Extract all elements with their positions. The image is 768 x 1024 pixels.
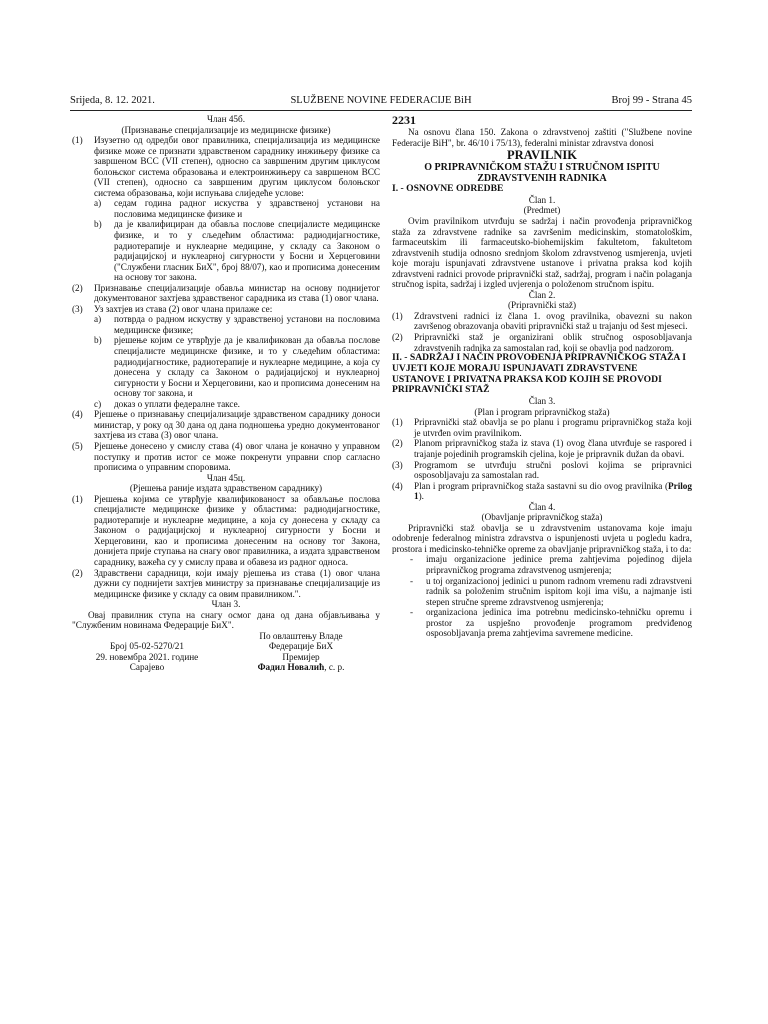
- signatory-name: Фадил Новалић: [257, 662, 325, 673]
- section-heading: II. - SADRŽAJ I NAČIN PROVOĐENJA PRIPRAVNIČKOG STAŽA I UVJETI KOJE MORAJU ISPUNJAVATI ZDRAVSTVENE USTANOVE I PRIVATNA PRAKSA KOD KOJIH SE PROVODI PRIPRAVNIČKI STAŽ: [392, 352, 686, 396]
- paragraph: [72, 494, 380, 568]
- sub-item-letter: a): [94, 314, 102, 325]
- paragraph-text: Здравствени сарадници, који имају рјешења из става (1) овог члана дужни су поднијети захтјев министру за признавање специјализације из медицинске физике у складу са овим правилником.".: [94, 567, 380, 599]
- paragraph-number: (2): [392, 332, 403, 342]
- signature-authority-line1: По овлаштењу Владе: [259, 630, 343, 641]
- dash-marker: -: [410, 554, 414, 565]
- dash-marker: -: [410, 575, 414, 586]
- paragraph-text: Признавање специјализације обавља министар на основу поднијетог документованог захтјева здравственог сарадника из става (1) овог члана.: [94, 282, 380, 304]
- article-2-subtitle: (Pripravnički staž): [507, 300, 577, 311]
- article-1-subtitle: (Predmet): [523, 205, 561, 216]
- paragraph-number: (1): [392, 417, 403, 428]
- dash-item-text: u toj organizacionoj jedinici u punom radnom vremenu radi zdravstveni radnik sa položenim stručnim ispitom koji ima višu, a najmanje isti stepen stručne spreme zdravstvenog usmjerenja;: [426, 575, 692, 607]
- dash-item: [392, 607, 692, 639]
- paragraph-text: Рјешења којима се утврђује квалификованост за обављање послова специјалисте медицинске физике у областима: радиодијагностике, радиотерапије и нуклеарне медицине, а која су донесена у складу са Законом о радијацијској и нуклеарној сигурности у Босни и Херцеговини, као и прописима донесеним на основу тог Закона, донијета прије ступања на снагу овог правилника, а издата здравственом сараднику, важећа су у смислу права и обавеза из радног односа.: [94, 493, 380, 567]
- paragraph: [72, 568, 380, 600]
- paragraph-text-part: Plan i program pripravničkog staža sastavni su dio ovog pravilnika (: [414, 480, 669, 491]
- sub-item: [72, 198, 380, 219]
- article-456-subtitle: (Признавање специјализације из медицинске физике): [121, 124, 331, 135]
- sub-item-text: потврда о радном искуству у здравственој установи на пословима медицинске физике;: [114, 314, 380, 335]
- article-4-title: Član 4.: [528, 501, 556, 512]
- paragraph-number: (2): [72, 282, 83, 293]
- paragraph-number: (3): [72, 303, 83, 314]
- article-3-title: Члан 3.: [211, 599, 241, 610]
- dash-item-text: imaju organizacione jedinice prema zahtjevima pojedinog dijela pripravničkog programa zdravstvenog usmjerenja;: [426, 554, 692, 576]
- decision-number: Број 05-02-5270/21: [110, 641, 184, 652]
- article-1-title: Član 1.: [528, 194, 556, 205]
- dash-item: [392, 554, 692, 575]
- header-publication: SLUŽBENE NOVINE FEDERACIJE BiH: [290, 95, 472, 106]
- paragraph-number: (3): [392, 459, 403, 470]
- paragraph-text: [414, 481, 692, 502]
- paragraph-text: Изузетно од одредби овог правилника, специјализација из медицинске физике може се признати здравственом сараднику инжињеру физике са завршеном ВСС (VII степен), односно са завршеним другим циклусом болоњског система образовања и електроинжињеру са завршеном ВСС (VII степен), односно са завршеним другим циклусом болоњског система образовања, који испуњава слиједеће услове:: [94, 135, 380, 198]
- signature-row: [72, 662, 380, 673]
- paragraph-text: Planom pripravničkog staža iz stava (1) ovog člana utvrđuje se raspored i trajanje pojedinih programskih cjelina, koje je pripravnik dužan da obavi.: [414, 438, 692, 460]
- sub-item: [72, 219, 380, 282]
- sub-item-text: рјешење којим се утврђује да је квалификован да обавља послове специјалисте медицинске физике, и то у сљедећим областима: радиодијагностике, радиотерапије и нуклеарне медицине, а која су донесена у складу са Законом о радијацијској и нуклеарној сигурности у Босни и Херцеговини, као и прописима донесеним на основу тог закона, и: [114, 335, 380, 399]
- rulebook-subtitle: O PRIPRAVNIČKOM STAŽU I STRUČNOM ISPITU ZDRAVSTVENIH RADNIKA: [424, 162, 660, 185]
- paragraph-number: (1): [72, 493, 83, 504]
- article-4-text: Pripravnički staž obavlja se u zdravstvenim ustanovama koje imaju odobrenje federalnog ministra zdravstva o ispunjenosti uvjeta u pogledu kadra, prostora i medicinsko-tehničke opreme za obavljanje pripravničkog staža, i to da:: [392, 522, 692, 554]
- sub-item-letter: b): [94, 219, 102, 230]
- article-456-title: Члан 45б.: [206, 114, 245, 124]
- intro-text: Na osnovu člana 150. Zakona o zdravstvenoj zaštiti ("Službene novine Federacije BiH", br. 46/10 i 75/13), federalni ministar zdravstva donosi: [392, 127, 692, 148]
- paragraph-number: (4): [392, 480, 403, 491]
- header-issue: Broj 99 - Strana 45: [611, 95, 692, 106]
- signature-authority-line2: Федерације БиХ: [268, 641, 334, 652]
- paragraph-text-part: ).: [418, 491, 424, 502]
- dash-item-text: organizaciona jedinica ima potrebnu medicinsko-tehničku opremu i prostor za uspješno provođenje programom predviđenog osposobljavanja prema zahtjevima savremene medicine.: [426, 607, 692, 639]
- document-number: 2231: [392, 113, 416, 127]
- signatory: [222, 662, 380, 673]
- sub-item-letter: a): [94, 198, 102, 209]
- page-header: [70, 94, 692, 108]
- signatory-role: Премијер: [282, 651, 320, 662]
- sub-item: [72, 335, 380, 398]
- paragraph-text: Уз захтјев из става (2) овог члана прилаже се:: [94, 303, 273, 314]
- paragraph-text: Zdravstveni radnici iz člana 1. ovog pravilnika, obavezni su nakon završenog obrazovanja obaviti pripravnički staž u trajanju od šest mjeseci.: [414, 310, 692, 332]
- paragraph: [392, 311, 692, 332]
- sub-item-letter: c): [94, 398, 102, 409]
- decision-place: Сарајево: [129, 662, 165, 673]
- article-3-text: Овај правилник ступа на снагу осмог дана од дана објављивања у "Службеним новинама Федерације БиХ".: [72, 609, 380, 631]
- paragraph-number: (2): [72, 567, 83, 578]
- paragraph: [392, 438, 692, 459]
- dash-marker: -: [410, 607, 414, 618]
- left-column: [72, 114, 380, 673]
- paragraph-text: Рјешење о признавању специјализације здравственом сараднику доноси министар, у року од 30 дана од дана подношења уредно документованог захтјева из става (3) овог члана.: [94, 409, 380, 441]
- paragraph: [72, 409, 380, 441]
- dash-item: [392, 576, 692, 608]
- signature-row: [72, 652, 380, 663]
- paragraph-number: (4): [72, 409, 83, 420]
- paragraph-number: (5): [72, 440, 83, 451]
- signature-row: [72, 631, 380, 642]
- sub-item-text: седам година радног искуства у здравственој установи на пословима медицинске физике и: [114, 198, 380, 219]
- article-3-title: Član 3.: [528, 396, 556, 407]
- article-45c-subtitle: (Рјешења раније издата здравственом сараднику): [129, 483, 323, 494]
- sub-item-text: доказ о уплати федералне таксе.: [114, 398, 240, 409]
- paragraph: [392, 481, 692, 502]
- article-45c-title: Члан 45ц.: [206, 472, 246, 483]
- decision-date: 29. новембра 2021. године: [95, 651, 199, 662]
- paragraph: [72, 441, 380, 473]
- header-date: Srijeda, 8. 12. 2021.: [70, 95, 155, 106]
- paragraph-text: Programom se utvrđuju stručni poslovi kojima se pripravnici osposobljavaju za samostalan rad.: [414, 459, 692, 481]
- paragraph: [72, 304, 380, 315]
- paragraph-text: Pripravnički staž je organizirani oblik stručnog osposobljavanja zdravstvenih radnika za samostalan rad, koji se obavlja pod nadzorom.: [414, 332, 692, 353]
- signatory-suffix: , с. р.: [324, 662, 345, 673]
- article-2-title: Član 2.: [528, 289, 556, 300]
- sub-item: [72, 314, 380, 335]
- annex-reference: Prilog 1: [414, 480, 692, 502]
- paragraph-text: Pripravnički staž obavlja se po planu i programu pripravničkog staža koji je utvrđen ovim pravilnikom.: [414, 417, 692, 438]
- paragraph: [72, 283, 380, 304]
- article-3-subtitle: (Plan i program pripravničkog staža): [474, 406, 610, 417]
- paragraph: [392, 332, 692, 353]
- header-rule: [70, 110, 692, 111]
- paragraph: [72, 135, 380, 198]
- article-1-text: Ovim pravilnikom utvrđuju se sadržaj i način provođenja pripravničkog staža za zdravstvene radnike sa završenim medicinskim, stomatološkim, farmaceutskim ili farmaceutsko-biohemijskim fakultetom, fakultetom zdravstvenih studija odnosno srednjom školom zdravstvenog usmjerenja, uvjeti koje moraju ispunjavati zdravstvene ustanove i privatna praksa kod kojih zdravstveni radnici provode pripravnički staž, sadržaj, program i način polaganja stručnog ispita, sadržaj i izgled uvjerenja o položenom stručnom ispitu.: [392, 215, 692, 290]
- sub-item-text: да је квалифициран да обавља послове специјалисте медицинске физике, и то у сљедећим областима: радиодијагностике, радиотерапије и нуклеарне медицине, у складу са Законом о радијацијској и нуклеарној сигурности у Босни и Херцеговини ("Службени гласник БиХ", број 88/07), као и прописима донесеним на основу тог закона.: [114, 219, 380, 283]
- right-column: [392, 114, 692, 639]
- signature-row: [72, 641, 380, 652]
- section-heading: I. - OSNOVNE ODREDBE: [392, 183, 504, 195]
- paragraph: [392, 417, 692, 438]
- sub-item: [72, 399, 380, 410]
- paragraph: [392, 460, 692, 481]
- paragraph-number: (1): [72, 135, 83, 146]
- paragraph-number: (1): [392, 310, 403, 321]
- article-4-subtitle: (Obavljanje pripravničkog staža): [481, 512, 603, 523]
- rulebook-title: PRAVILNIK: [507, 148, 577, 163]
- sub-item-letter: b): [94, 335, 102, 346]
- paragraph-number: (2): [392, 438, 403, 449]
- paragraph-text: Рјешење донесено у смислу става (4) овог члана је коначно у управном поступку и против истог се може покренути управни спор сагласно прописима о управним споровима.: [94, 440, 380, 473]
